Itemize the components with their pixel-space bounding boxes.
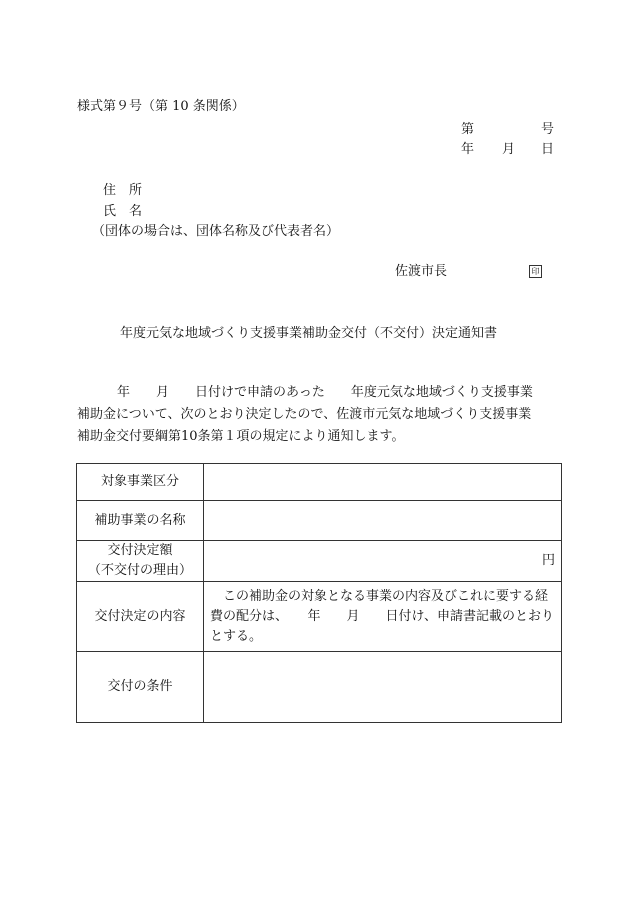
document-title: 年度元気な地域づくり支援事業補助金交付（不交付）決定通知書 [120,326,498,341]
issuer-title: 佐渡市長 [395,264,448,279]
project-name-label: 補助事業の名称 [77,501,204,541]
body-line: 補助金について、次のとおり決定したので、佐渡市元気な地域づくり支援事業 [77,407,532,422]
body-line: 補助金交付要綱第10条第１項の規定により通知します。 [77,429,405,444]
grant-amount-label [77,541,204,582]
non-grant-reason-label-line: （不交付の理由） [87,563,192,578]
seal-icon: 印 [529,265,542,278]
document-number-go: 号 [541,122,555,137]
document-number-dai: 第 [461,122,475,137]
body-paragraph [77,382,562,448]
body-line: 年 月 日付けで申請のあった 年度元気な地域づくり支援事業 [117,385,533,400]
table-row [77,582,562,652]
date-day: 日 [541,142,555,157]
project-name-value [204,501,562,541]
table-row [77,464,562,501]
decision-table [76,463,562,723]
date-year: 年 [461,142,475,157]
decision-content-label: 交付決定の内容 [77,582,204,652]
date-month: 月 [502,142,516,157]
table-row [77,501,562,541]
organization-note: （団体の場合は、団体名称及び代表者名） [92,224,340,239]
grant-amount-label-line: 交付決定額 [107,543,173,558]
address-label: 住 所 [103,183,143,198]
yen-unit: 円 [541,553,555,568]
grant-conditions-label: 交付の条件 [77,652,204,723]
form-number: 様式第９号（第 10 条関係） [77,99,245,114]
name-label: 氏 名 [103,204,143,219]
target-category-value [204,464,562,501]
table-row [77,652,562,723]
table-row [77,541,562,582]
decision-content-text: この補助金の対象となる事業の内容及びこれに要する経費の配分は、 年 月 日付け、申請書記載のとおりとする。 [204,582,562,652]
grant-amount-value [204,541,562,582]
target-category-label: 対象事業区分 [77,464,204,501]
grant-conditions-value [204,652,562,723]
